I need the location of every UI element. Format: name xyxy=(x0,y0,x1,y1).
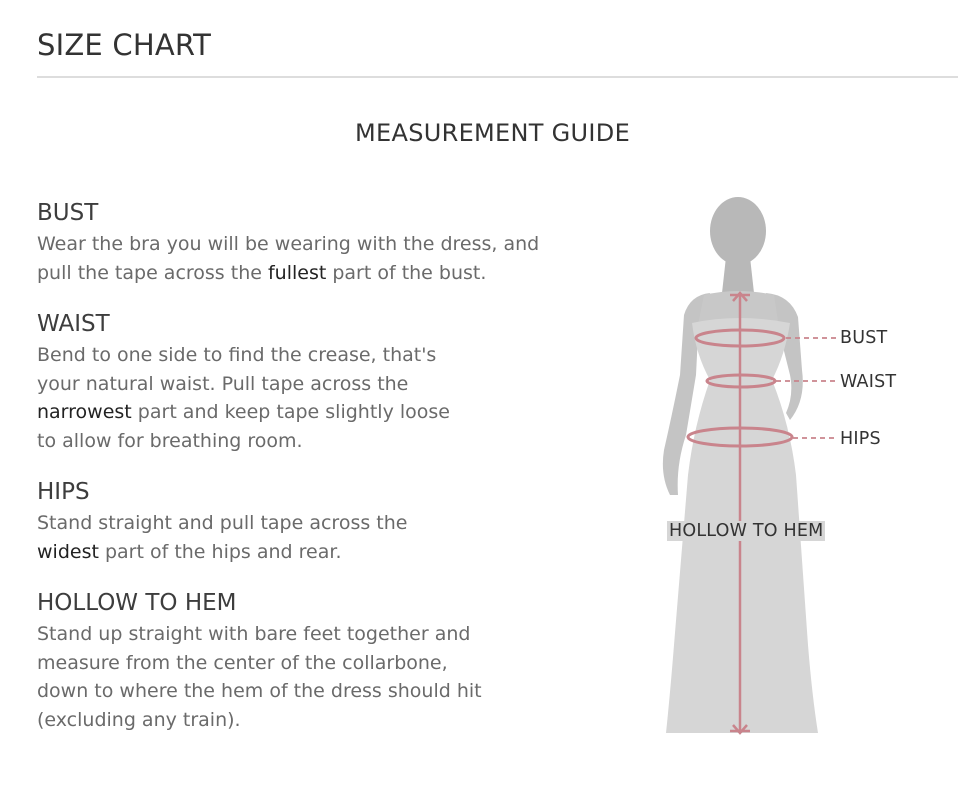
hips-label: HIPS xyxy=(840,429,881,449)
neck-shape xyxy=(722,257,754,293)
section-description: Stand up straight with bare feet together and measure from the center of the collarbone, down to where the hem of the dress should hit (excluding any train). xyxy=(37,623,482,731)
dress-silhouette-illustration xyxy=(640,195,940,755)
measurement-figure xyxy=(640,195,940,755)
hollow-to-hem-label: HOLLOW TO HEM xyxy=(669,521,824,541)
section-heading: HIPS xyxy=(37,479,90,505)
page-title: SIZE CHART xyxy=(37,28,212,62)
emphasized-word: narrowest xyxy=(37,401,132,423)
guide-title: MEASUREMENT GUIDE xyxy=(355,119,631,147)
head-shape xyxy=(710,197,766,265)
section-hips xyxy=(37,477,597,566)
section-bust xyxy=(37,198,597,287)
section-description: Stand straight and pull tape across the widest part of the hips and rear. xyxy=(37,512,408,563)
title-divider xyxy=(37,76,958,78)
section-hollow-to-hem xyxy=(37,588,597,734)
section-heading: WAIST xyxy=(37,311,110,337)
section-waist xyxy=(37,309,597,455)
bust-label: BUST xyxy=(840,328,888,348)
measurement-sections xyxy=(37,198,597,756)
waist-label: WAIST xyxy=(840,372,897,392)
emphasized-word: widest xyxy=(37,540,99,563)
section-description: Bend to one side to find the crease, that's your natural waist. Pull tape across the narrowest part and keep tape slightly loose to allow for breathing room. xyxy=(37,344,450,452)
section-heading: HOLLOW TO HEM xyxy=(37,590,237,616)
section-description: Wear the bra you will be wearing with the dress, and pull the tape across the fullest part of the bust. xyxy=(37,233,540,284)
emphasized-word: fullest xyxy=(267,261,327,284)
section-heading: BUST xyxy=(37,200,99,226)
